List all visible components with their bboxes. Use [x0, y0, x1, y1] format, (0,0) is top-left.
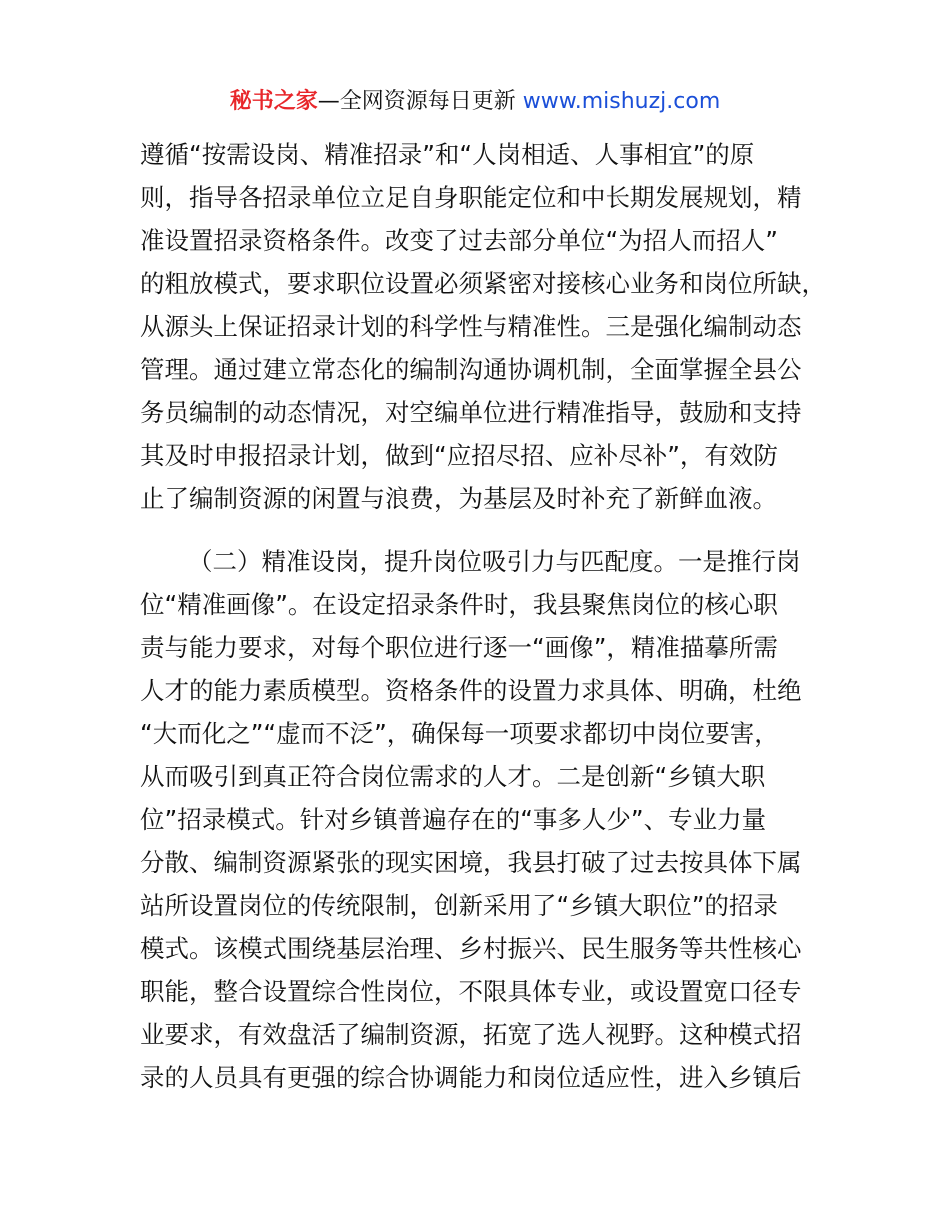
text-line: 位”招录模式。针对乡镇普遍存在的“事多人少”、专业力量 — [140, 805, 767, 834]
document-body — [140, 133, 830, 1099]
text-line: 则，指导各招录单位立足自身职能定位和中长期发展规划，精 — [140, 183, 802, 212]
text-line: 责与能力要求，对每个职位进行逐一“画像”，精准描摹所需 — [140, 633, 778, 662]
text-line: 站所设置岗位的传统限制，创新采用了“乡镇大职位”的招录 — [140, 891, 778, 920]
site-header — [0, 86, 950, 118]
text-line: 管理。通过建立常态化的编制沟通协调机制，全面掌握全县公 — [140, 355, 802, 384]
text-line: 其及时申报招录计划，做到“应招尽招、应补尽补”，有效防 — [140, 441, 778, 470]
paragraph-spacer — [140, 520, 830, 540]
text-line: “大而化之”“虚而不泛”，确保每一项要求都切中岗位要害， — [140, 719, 779, 748]
text-line: 位“精准画像”。在设定招录条件时，我县聚焦岗位的核心职 — [140, 590, 778, 619]
text-line: 务员编制的动态情况，对空编单位进行精准指导，鼓励和支持 — [140, 398, 802, 427]
paragraph-2 — [140, 540, 830, 1099]
text-line: （二）精准设岗，提升岗位吸引力与匹配度。一是推行岗 — [188, 547, 801, 576]
text-line: 的粗放模式，要求职位设置必须紧密对接核心业务和岗位所缺， — [140, 269, 826, 298]
text-line: 业要求，有效盘活了编制资源，拓宽了选人视野。这种模式招 — [140, 1020, 802, 1049]
site-url-link[interactable]: www.mishuzj.com — [522, 89, 721, 114]
text-line: 从而吸引到真正符合岗位需求的人才。二是创新“乡镇大职 — [140, 762, 766, 791]
brand-name: 秘书之家 — [229, 89, 318, 114]
text-line: 分散、编制资源紧张的现实困境，我县打破了过去按具体下属 — [140, 848, 802, 877]
text-line: 准设置招录资格条件。改变了过去部分单位“为招人而招人” — [140, 226, 778, 255]
text-line: 职能，整合设置综合性岗位，不限具体专业，或设置宽口径专 — [140, 977, 802, 1006]
header-tagline: —全网资源每日更新 — [317, 89, 516, 114]
text-line: 录的人员具有更强的综合协调能力和岗位适应性，进入乡镇后 — [140, 1063, 802, 1092]
text-line: 人才的能力素质模型。资格条件的设置力求具体、明确，杜绝 — [140, 676, 802, 705]
text-line: 止了编制资源的闲置与浪费，为基层及时补充了新鲜血液。 — [140, 484, 777, 513]
text-line: 模式。该模式围绕基层治理、乡村振兴、民生服务等共性核心 — [140, 934, 802, 963]
text-line: 遵循“按需设岗、精准招录”和“人岗相适、人事相宜”的原 — [140, 140, 755, 169]
text-line: 从源头上保证招录计划的科学性与精准性。三是强化编制动态 — [140, 312, 802, 341]
paragraph-1 — [140, 133, 830, 520]
